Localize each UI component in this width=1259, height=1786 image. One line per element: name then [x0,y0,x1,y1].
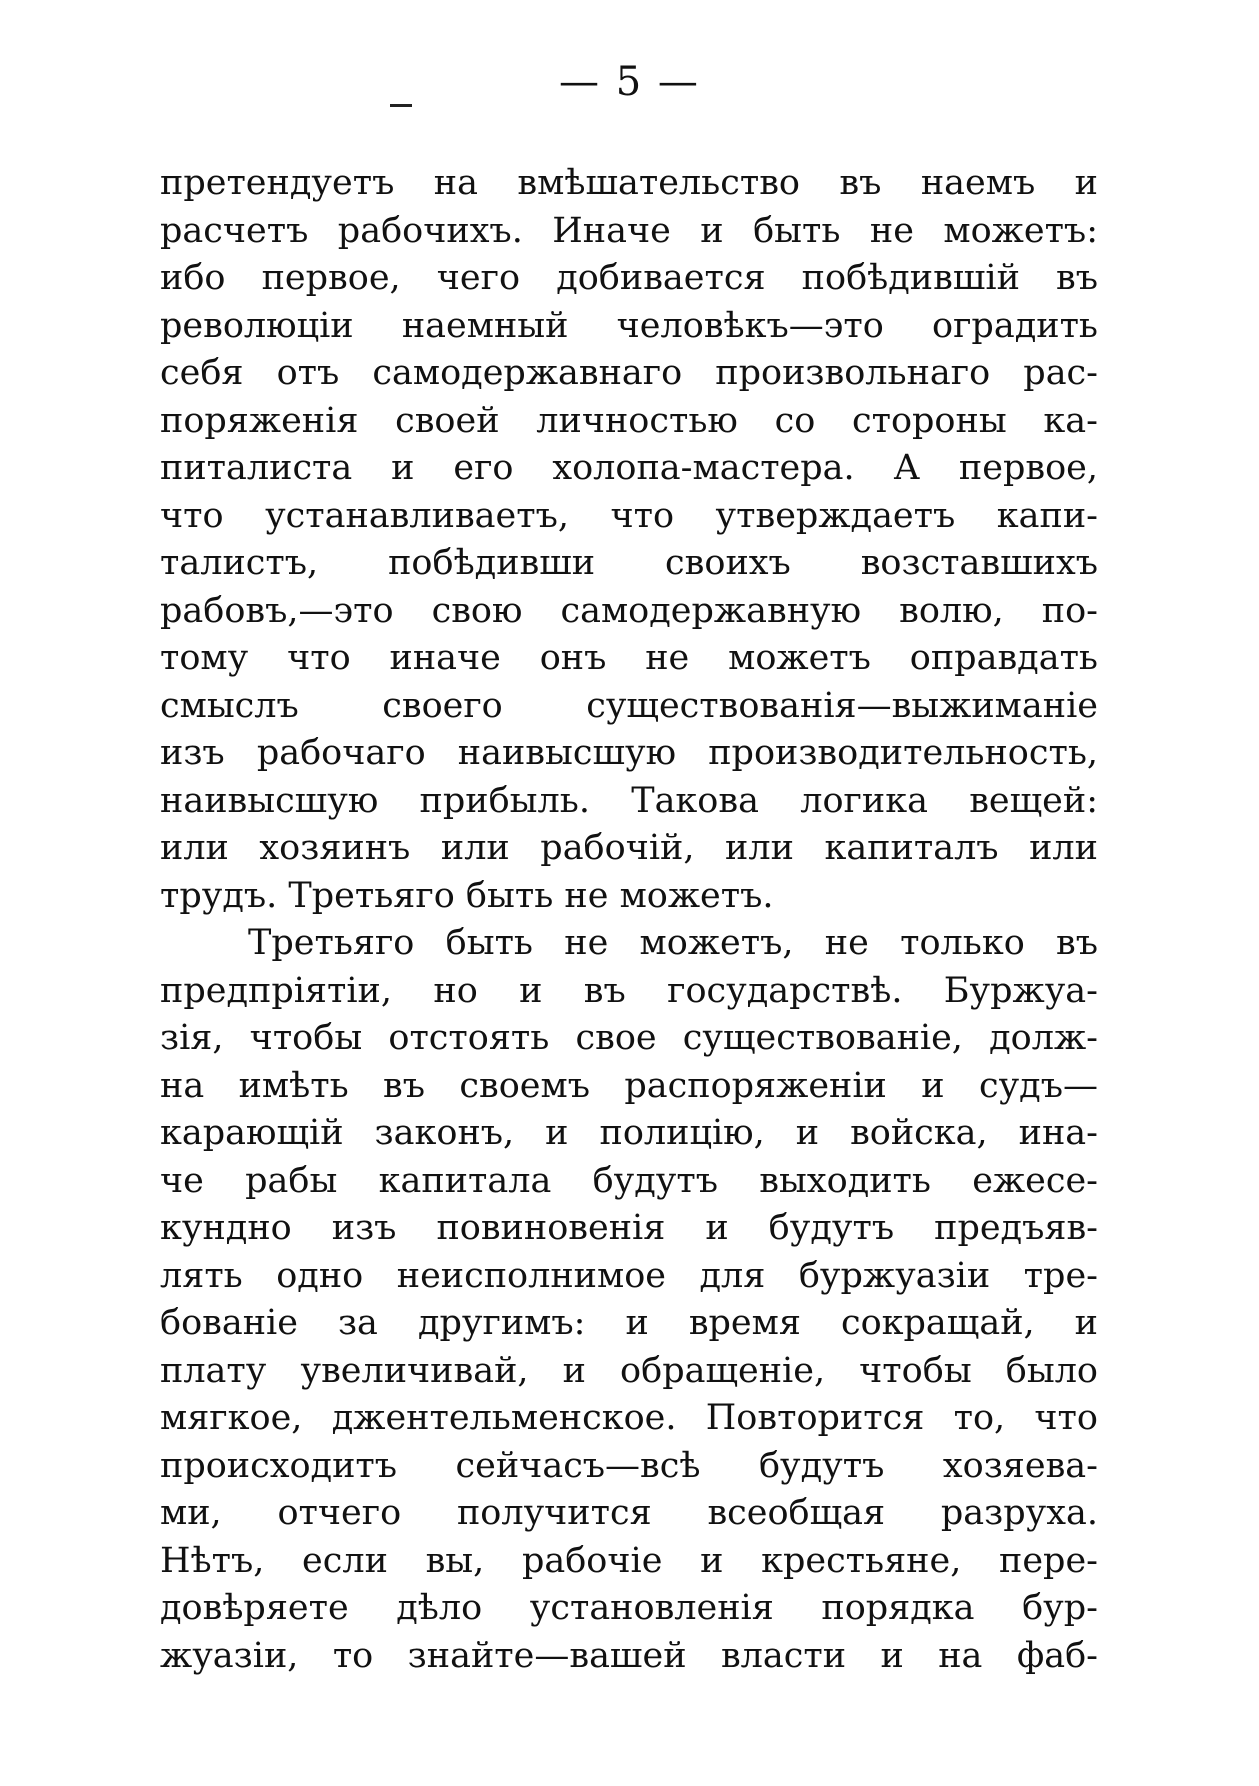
text-line: че рабы капитала будутъ выходить ежесе- [160,1160,1098,1201]
text-line: себя отъ самодержавнаго произвольнаго рас- [160,353,1098,393]
text-line: плату увеличивай, и обращеніе, чтобы было [160,1350,1098,1391]
paragraph-1 [160,160,1098,920]
text-line: бованіе за другимъ: и время сокращай, и [160,1303,1098,1343]
text-line: на имѣть въ своемъ распоряженіи и судъ— [160,1065,1098,1106]
text-line: кундно изъ повиновенія и будутъ предъяв- [160,1208,1098,1248]
page-text [160,160,1098,1680]
text-line: ибо первое, чего добивается побѣдившій въ [160,258,1098,298]
text-line: трудъ. Третьяго быть не можетъ. [160,875,774,916]
text-line: зія, чтобы отстоять свое существованіе, долж- [160,1018,1098,1058]
text-line: карающій законъ, и полицію, и войска, ина- [160,1113,1098,1153]
text-line: ми, отчего получится всеобщая разруха. [160,1493,1098,1533]
text-line: Третьяго быть не можетъ, не только въ [248,923,1098,963]
text-line: Нѣтъ, если вы, рабочіе и крестьяне, пере- [160,1540,1098,1581]
text-line: претендуетъ на вмѣшательство въ наемъ и [160,163,1098,203]
text-line: что устанавливаетъ, что утверждаетъ капи- [160,495,1098,536]
text-line: питалиста и его холопа-мастера. А первое, [160,448,1098,488]
text-line: предпріятіи, но и въ государствѣ. Буржуа- [160,970,1098,1011]
text-line: наивысшую прибыль. Такова логика вещей: [160,780,1098,821]
text-line: изъ рабочаго наивысшую производительность, [160,733,1098,773]
text-line: жуазіи, то знайте—вашей власти и на фаб- [160,1635,1098,1676]
text-line: рабовъ,—это свою самодержавную волю, по- [160,590,1098,631]
text-line: расчетъ рабочихъ. Иначе и быть не можетъ: [160,210,1098,251]
text-line: или хозяинъ или рабочій, или капиталъ или [160,828,1098,868]
paragraph-2 [160,920,1098,1680]
text-line: поряженія своей личностью со стороны ка- [160,400,1098,441]
text-line: смыслъ своего существованія—выжиманіе [160,685,1098,726]
text-line: тому что иначе онъ не можетъ оправдать [160,638,1098,678]
text-line: происходитъ сейчасъ—всѣ будутъ хозяева- [160,1445,1098,1486]
text-line: довѣряете дѣло установленія порядка бур- [160,1588,1098,1628]
text-line: революціи наемный человѣкъ—это оградить [160,305,1098,346]
page-number-header: — 5 — [559,59,700,105]
text-line: талистъ, побѣдивши своихъ возставшихъ [160,543,1098,583]
text-line: мягкое, джентельменское. Повторится то, что [160,1398,1098,1438]
text-line: лять одно неисполнимое для буржуазіи тре- [160,1255,1098,1296]
stray-print-mark [390,104,412,107]
